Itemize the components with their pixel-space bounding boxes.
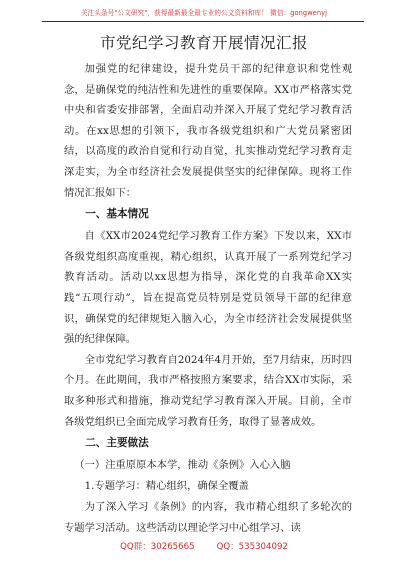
intro-paragraph: 加强党的纪律建设，提升党员干部的纪律意识和党性观念，是确保党的纯洁性和先进性的重要保障。XX市严格落实党中央和省委安排部署，全面启动并深入开展了党纪学习教育活动。在xx思想的引领下，我市各级党组织和广大党员紧密团结，以高度的政治自觉和行动自觉，扎实推动党纪学习教育走深走实，为全市经济社会发展提供坚实的纪律保障。现将工作情况汇报如下：	[64, 63, 352, 199]
header-note: 关注头条号"公文研究"，获得最新最全最专业的公文资料和库！ 微信：gongwenyj	[80, 9, 328, 17]
section-heading-basic-situation: 一、基本情况	[85, 208, 149, 221]
paragraph: 为了深入学习《条例》的内容，我市精心组织了多轮次的专题学习活动。这些活动以理论学习中心组学习、读	[64, 501, 352, 534]
item-heading: 1.专题学习：精心组织，确保全覆盖	[84, 480, 249, 493]
footer-qq: QQ：535304092	[216, 542, 288, 552]
header-divider	[42, 21, 364, 22]
footer-contact	[0, 540, 408, 552]
document-body	[64, 59, 352, 538]
footer-qq-group: QQ群：30265665	[120, 542, 195, 552]
paragraph: 全市党纪学习教育自2024年4月开始，至7月结束，历时四个月。在此期间，我市严格按照方案要求，结合XX市实际，采取多种形式和措施，推动党纪学习教育深入开展。目前，全市各级党组织已全面完成学习教育任务，取得了显著成效。	[64, 353, 352, 428]
paragraph: 自《XX市2024党纪学习教育工作方案》下发以来，XX市各级党组织高度重视，精心组织，认真开展了一系列党纪学习教育活动。活动以xx思想为指导，深化党的自我革命XX实践“五项行动”，旨在提高党员特别是党员领导干部的纪律意识，确保党的纪律规矩入脑入心，为全市经济社会发展提供坚强的纪律保障。	[64, 230, 352, 346]
subsection-heading: （一）注重原原本本学，推动《条例》入心入脑	[74, 459, 291, 472]
section-heading-main-practices: 二、主要做法	[85, 437, 149, 450]
document-title: 市党纪学习教育开展情况汇报	[99, 34, 308, 52]
